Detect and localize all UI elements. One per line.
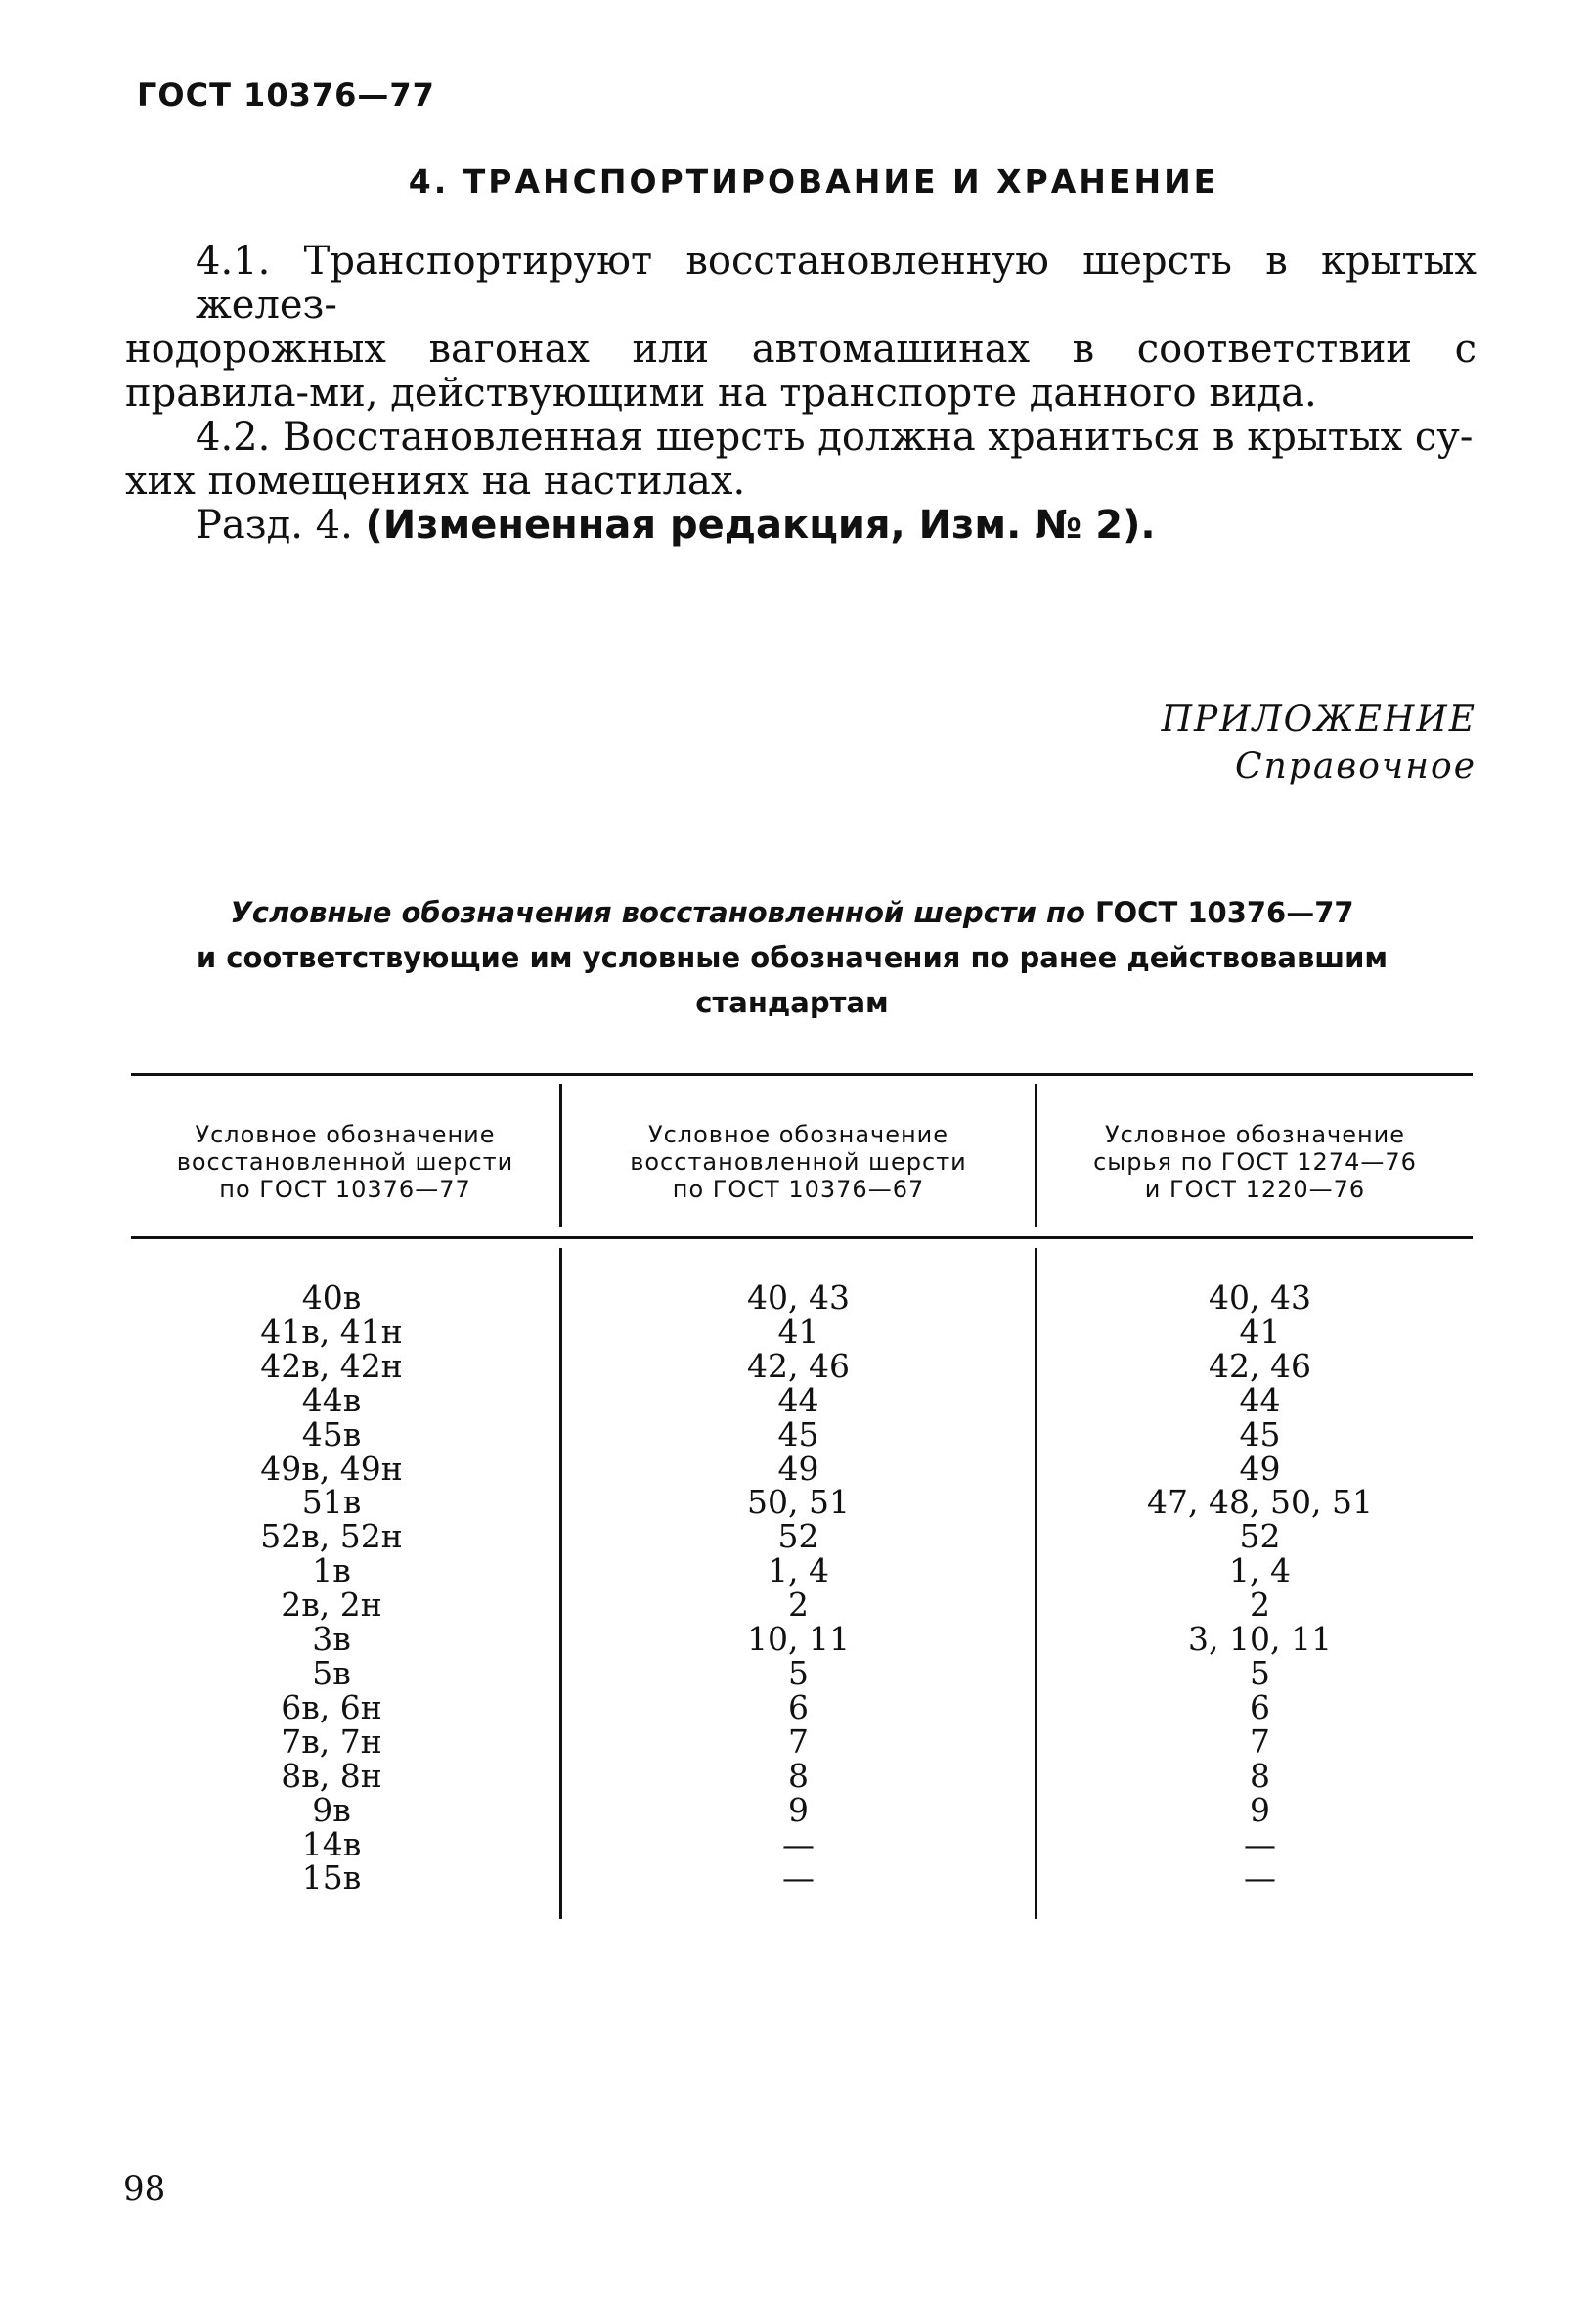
- caption-line-1-bold: ГОСТ 10376—77: [1095, 896, 1354, 929]
- table-cell: 49в, 49н: [260, 1449, 403, 1488]
- table-cell: 1, 4: [1229, 1551, 1291, 1590]
- paragraph-4-2-continuation: хих помещениях на настилах.: [125, 459, 746, 504]
- table-cell: 9: [788, 1790, 809, 1829]
- table-cell: 52в, 52н: [260, 1517, 403, 1556]
- table-cell: 41: [1239, 1312, 1281, 1351]
- paragraph-4-2: [196, 416, 1477, 460]
- column-header-3: [1037, 1121, 1473, 1203]
- table-cell: 44: [1239, 1380, 1281, 1419]
- table-cell: 2: [1250, 1586, 1270, 1625]
- table-cell: —: [1244, 1824, 1276, 1863]
- table-cell: 15в: [301, 1858, 362, 1898]
- table-cell: 2: [788, 1586, 809, 1625]
- amendment-note-prefix: Разд. 4.: [196, 503, 366, 548]
- table-cell: 6: [788, 1687, 809, 1726]
- table-cell: 44в: [301, 1380, 362, 1419]
- column-header-1-line-3: по ГОСТ 10376—77: [219, 1176, 471, 1203]
- paragraph-4-1-first-line: 4.1. Транспортируют восстановленную шерсть в крытых желез-: [196, 239, 1477, 328]
- table-cell: —: [1244, 1858, 1276, 1898]
- table-header-rule: [131, 1236, 1473, 1239]
- table-cell: 41в, 41н: [260, 1312, 403, 1351]
- paragraph-4-2-first-line: 4.2. Восстановленная шерсть должна храниться в крытых су-: [196, 415, 1474, 460]
- appendix-label: ПРИЛОЖЕНИЕ: [1161, 699, 1477, 739]
- standard-header: ГОСТ 10376—77: [137, 76, 435, 113]
- page-number: 98: [123, 2169, 166, 2209]
- table-cell: 49: [1239, 1449, 1281, 1488]
- column-body-2: [562, 1278, 1035, 1898]
- section-title: 4. ТРАНСПОРТИРОВАНИЕ И ХРАНЕНИЕ: [408, 162, 1219, 201]
- table-cell: 8: [1250, 1756, 1270, 1795]
- table-cell: 41: [777, 1312, 819, 1351]
- table-cell: 1в: [312, 1551, 351, 1590]
- table-cell: 9в: [312, 1790, 351, 1829]
- table-cell: 7: [788, 1721, 809, 1761]
- table-cell: —: [782, 1858, 815, 1898]
- table-cell: —: [782, 1824, 815, 1863]
- table-cell: 5в: [312, 1653, 351, 1692]
- column-header-2-line-3: по ГОСТ 10376—67: [672, 1176, 925, 1203]
- caption-line-1-italic: Условные обозначения восстановленной шерсти по: [230, 896, 1096, 929]
- table-cell: 51в: [301, 1483, 362, 1522]
- table-cell: 8: [788, 1756, 809, 1795]
- table-cell: 8в, 8н: [281, 1756, 382, 1795]
- column-header-2-line-2: восстановленной шерсти: [630, 1148, 967, 1176]
- table-cell: 40, 43: [747, 1278, 850, 1317]
- amendment-note-bold: (Измененная редакция, Изм. № 2).: [365, 503, 1156, 548]
- section-body: [125, 239, 1477, 548]
- table-cell: 7: [1250, 1721, 1270, 1761]
- column-header-3-line-1: Условное обозначение: [1104, 1121, 1406, 1148]
- table-cell: 3, 10, 11: [1188, 1620, 1332, 1659]
- table-cell: 10, 11: [747, 1620, 850, 1659]
- table-cell: 6: [1250, 1687, 1270, 1726]
- table-cell: 52: [1239, 1517, 1281, 1556]
- column-body-3: [1037, 1278, 1482, 1898]
- caption-line-2: и соответствующие им условные обозначения по ранее действовавшим: [196, 941, 1389, 974]
- table-cell: 45: [777, 1414, 819, 1453]
- caption-line-3: стандартам: [695, 986, 889, 1019]
- column-header-2-line-1: Условное обозначение: [647, 1121, 949, 1148]
- column-header-2: [562, 1121, 1035, 1203]
- table-caption: [117, 890, 1467, 1025]
- table-cell: 40, 43: [1209, 1278, 1311, 1317]
- table-cell: 3в: [312, 1620, 351, 1659]
- table-cell: 42, 46: [1209, 1346, 1311, 1385]
- table-cell: 7в, 7н: [281, 1721, 382, 1761]
- table-cell: 14в: [301, 1824, 362, 1863]
- table-cell: 2в, 2н: [281, 1586, 382, 1625]
- table-cell: 1, 4: [768, 1551, 829, 1590]
- table-cell: 5: [788, 1653, 809, 1692]
- caption-line-1: [117, 890, 1467, 935]
- column-header-3-line-2: сырья по ГОСТ 1274—76: [1093, 1148, 1417, 1176]
- column-header-1-line-1: Условное обозначение: [195, 1121, 496, 1148]
- column-header-1: [131, 1121, 559, 1203]
- amendment-note: [196, 504, 1477, 548]
- table-cell: 49: [777, 1449, 819, 1488]
- table-cell: 40в: [301, 1278, 362, 1317]
- table-cell: 9: [1250, 1790, 1270, 1829]
- table-cell: 5: [1250, 1653, 1270, 1692]
- table-cell: 47, 48, 50, 51: [1147, 1483, 1373, 1522]
- table-cell: 45в: [301, 1414, 362, 1453]
- paragraph-4-1: [196, 240, 1477, 328]
- table-cell: 52: [777, 1517, 819, 1556]
- table-top-rule: [131, 1073, 1473, 1076]
- table-cell: 50, 51: [747, 1483, 850, 1522]
- paragraph-4-1-continuation: нодорожных вагонах или автомашинах в соответствии с правила-ми, действующими на транспорте данного вида.: [125, 327, 1477, 416]
- table-cell: 45: [1239, 1414, 1281, 1453]
- appendix-type: Справочное: [1235, 746, 1477, 786]
- table-cell: 42, 46: [747, 1346, 850, 1385]
- column-body-1: [131, 1278, 532, 1898]
- column-header-3-line-3: и ГОСТ 1220—76: [1144, 1176, 1366, 1203]
- column-header-1-line-2: восстановленной шерсти: [176, 1148, 514, 1176]
- table-cell: 42в, 42н: [260, 1346, 403, 1385]
- table-cell: 44: [777, 1380, 819, 1419]
- table-cell: 6в, 6н: [281, 1687, 382, 1726]
